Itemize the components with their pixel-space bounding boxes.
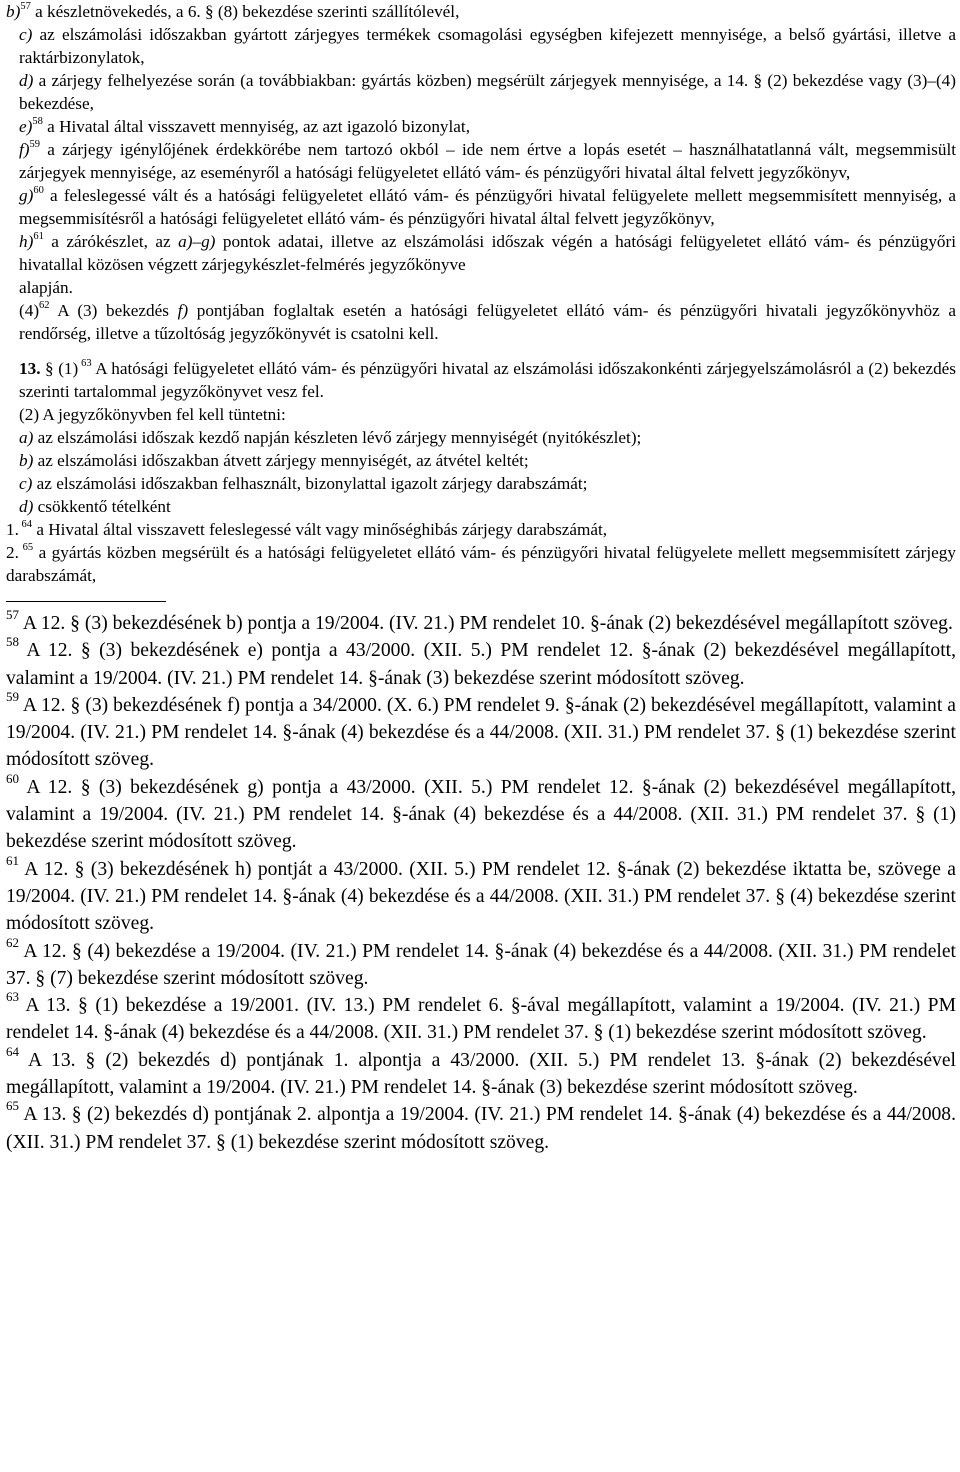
item-label: a): [19, 428, 34, 447]
footnote-number: 64: [6, 1043, 19, 1059]
paragraph-4: [6, 299, 956, 345]
footnote-number: 58: [6, 634, 19, 650]
item-d: [6, 69, 956, 115]
footnote: [6, 989, 956, 1047]
item-text: az elszámolási időszakban gyártott zárjegyes termékek csomagolási egységben kifejezett mennyisége, a belső gyártási, illetve a raktárbizonylatok,: [19, 25, 956, 67]
s13-item-d2: [6, 541, 956, 587]
footnote-number: 65: [6, 1098, 19, 1114]
footnote-text: A 12. § (3) bekezdésének g) pontja a 43/2000. (XII. 5.) PM rendelet 12. §-ának (2) bekezdésével megállapított, valamint a 19/2004. (IV. 21.) PM rendelet 14. §-ának (4) bekezdése és a 44/2008. (XII. 31.) PM rendelet 37. § (1) bekezdése szerint módosított szöveg.: [6, 776, 956, 853]
footnote-text: A 12. § (3) bekezdésének h) pontját a 43/2000. (XII. 5.) PM rendelet 12. §-ának (2) bekezdése iktatta be, szövege a 19/2004. (IV. 21.) PM rendelet 14. §-ának (4) bekezdése és a 44/2008. (XII. 31.) PM rendelet 37. § (4) bekezdése szerint módosított szöveg.: [6, 858, 956, 935]
s13-item-c: [6, 472, 956, 495]
item-label: c): [19, 25, 33, 44]
item-text: a zárókészlet, az: [43, 232, 179, 251]
alapjan-line: alapján.: [19, 278, 73, 297]
footnote-number: 63: [6, 989, 19, 1005]
footnote: [6, 1043, 956, 1102]
footnote-ref[interactable]: 63: [78, 358, 92, 369]
item-label: e): [19, 117, 33, 136]
section-13-para-2: (2) A jegyzőkönyvben fel kell tüntetni:: [19, 405, 286, 424]
footnote-text: A 12. § (4) bekezdése a 19/2004. (IV. 21.) PM rendelet 14. §-ának (4) bekezdése és a 44/2008. (XII. 31.) PM rendelet 37. § (7) bekezdése szerint módosított szöveg.: [6, 940, 956, 989]
footnote: [6, 1098, 956, 1156]
footnote-text: A 13. § (2) bekezdés d) pontjának 1. alpontja a 43/2000. (XII. 5.) PM rendelet 13. §-ának (2) bekezdésével megállapított, valamint a 19/2004. (IV. 21.) PM rendelet 14. §-ának (3) bekezdése szerint módosított szöveg.: [6, 1049, 956, 1099]
footnote: [6, 688, 956, 774]
footnote-ref[interactable]: 64: [18, 519, 33, 530]
section-text: A hatósági felügyeletet ellátó vám- és pénzügyőri hivatal az elszámolási időszakonkénti zárjegyelszámolásról a (2) bekezdés szerinti tartalommal jegyzőkönyvet vesz fel.: [19, 359, 956, 401]
item-text: az elszámolási időszakban átvett zárjegy mennyiségét, az átvétel keltét;: [33, 451, 529, 470]
footnote-number: 59: [6, 688, 19, 704]
item-label: b): [19, 451, 34, 470]
item-label: d): [19, 71, 34, 90]
footnote-ref[interactable]: 65: [18, 542, 34, 553]
item-label: h): [19, 232, 34, 251]
item-text: a készletnövekedés, a 6. § (8) bekezdése szerinti szállítólevél,: [30, 2, 460, 21]
para-ref: f): [177, 301, 189, 320]
document-page: [6, 0, 956, 1156]
item-label: f): [19, 140, 30, 159]
item-c: [6, 23, 956, 69]
item-text: pontok adatai, illetve az elszámolási időszak végén a hatósági felügyeletet ellátó vám- és pénzügyőri hivatallal közösen végzett zárjegykészlet-felmérés jegyzőkönyve: [19, 232, 956, 274]
footnote: [6, 607, 956, 637]
item-text: a zárjegy igénylőjének érdekkörébe nem tartozó okból – ide nem értve a lopás esetét – használhatatlanná vált, megsemmisült zárjegyek mennyisége, az eseményről a hatósági felügyeletet ellátó vám- és pénzügyőri hivatal által felvett jegyzőkönyv,: [19, 140, 956, 182]
item-text: a feleslegessé vált és a hatósági felügyeletet ellátó vám- és pénzügyőri hivatal felügyelete mellett megsemmisített mennyiség, a megsemmisítésről a hatósági felügyeletet ellátó vám- és pénzügyőri hivatal által felvett jegyzőkönyv,: [19, 186, 956, 228]
para-text: A (3) bekezdés: [49, 301, 178, 320]
footnote-text: A 12. § (3) bekezdésének f) pontja a 34/2000. (X. 6.) PM rendelet 9. §-ának (2) bekezdésével megállapított, valamint a 19/2004. (IV. 21.) PM rendelet 14. §-ának (4) bekezdése és a 44/2008. (XII. 31.) PM rendelet 37. § (1) bekezdése szerint módosított szöveg.: [6, 694, 956, 771]
item-h: [6, 230, 956, 276]
section-text: § (1): [40, 359, 79, 378]
footnote-text: A 13. § (1) bekezdése a 19/2001. (IV. 13.) PM rendelet 6. §-ával megállapított, valamint a 19/2004. (IV. 21.) PM rendelet 14. §-ának (4) bekezdése és a 44/2008. (XII. 31.) PM rendelet 37. § (1) bekezdése szerint módosított szöveg.: [6, 995, 956, 1044]
item-text: a gyártás közben megsérült és a hatósági felügyeletet ellátó vám- és pénzügyőri hivatal felügyelete mellett megsemmisített zárjegy darabszámát,: [6, 543, 956, 585]
footnote-ref[interactable]: 58: [32, 116, 43, 127]
footnote-ref[interactable]: 59: [29, 139, 40, 150]
footnote-text: A 12. § (3) bekezdésének b) pontja a 19/2004. (IV. 21.) PM rendelet 10. §-ának (2) bekezdésével megállapított szöveg.: [19, 613, 953, 634]
item-text: csökkentő tételként: [33, 497, 171, 516]
section-number: 13.: [19, 359, 41, 378]
item-ref: a)–g): [178, 232, 216, 251]
section-gap: [6, 345, 956, 357]
section-13: [6, 357, 956, 403]
footnote: [6, 634, 956, 692]
item-text: az elszámolási időszak kezdő napján készleten lévő zárjegy mennyiségét (nyitókészlet);: [33, 428, 642, 447]
item-label: g): [19, 186, 34, 205]
s13-item-d: [6, 495, 956, 518]
item-b: [6, 0, 956, 23]
footnote-number: 57: [6, 607, 19, 622]
footnote-separator: [6, 601, 166, 602]
item-text: a zárjegy felhelyezése során (a továbbiakban: gyártás közben) megsérült zárjegyek mennyisége, a 14. § (2) bekezdése vagy (3)–(4) bekezdése,: [19, 71, 956, 113]
s13-item-a: [6, 426, 956, 449]
s13-item-d1: [6, 518, 956, 541]
para-label: (4): [19, 301, 40, 320]
footnote: [6, 770, 956, 856]
footnote: [6, 934, 956, 993]
item-label: d): [19, 497, 34, 516]
item-f: [6, 138, 956, 184]
item-label: c): [19, 474, 33, 493]
footnote-ref[interactable]: 62: [39, 300, 50, 311]
footnote-number: 61: [6, 852, 19, 868]
footnote-text: A 12. § (3) bekezdésének e) pontja a 43/2000. (XII. 5.) PM rendelet 12. §-ának (2) bekezdésével megállapított, valamint a 19/2004. (IV. 21.) PM rendelet 14. §-ának (3) bekezdése szerint módosított szöveg.: [6, 640, 956, 689]
item-text: a Hivatal által visszavett mennyiség, az azt igazoló bizonylat,: [42, 117, 471, 136]
item-label: b): [6, 2, 21, 21]
footnote-number: 62: [6, 934, 19, 950]
item-g: [6, 184, 956, 230]
footnote-number: 60: [6, 770, 19, 786]
s13-item-b: [6, 449, 956, 472]
footnote: [6, 852, 956, 938]
footnote-ref[interactable]: 57: [20, 1, 31, 12]
item-label: 1.: [6, 520, 19, 539]
item-e: [6, 115, 956, 138]
para-text: pontjában foglaltak esetén a hatósági felügyeletet ellátó vám- és pénzügyőri hivatali jegyzőkönyvhöz a rendőrség, illetve a tűzoltóság jegyzőkönyvét is csatolni kell.: [19, 301, 956, 343]
footnote-text: A 13. § (2) bekezdés d) pontjának 2. alpontja a 19/2004. (IV. 21.) PM rendelet 14. §-ának (4) bekezdése és a 44/2008. (XII. 31.) PM rendelet 37. § (1) bekezdése szerint módosított szöveg.: [6, 1104, 956, 1153]
item-label: 2.: [6, 543, 19, 562]
footnotes: [6, 607, 956, 1156]
footnote-ref[interactable]: 60: [33, 185, 44, 196]
footnote-ref[interactable]: 61: [33, 231, 44, 242]
item-text: a Hivatal által visszavett feleslegessé vált vagy minőséghibás zárjegy darabszámát,: [32, 520, 608, 539]
item-text: az elszámolási időszakban felhasznált, bizonylattal igazolt zárjegy darabszámát;: [32, 474, 588, 493]
